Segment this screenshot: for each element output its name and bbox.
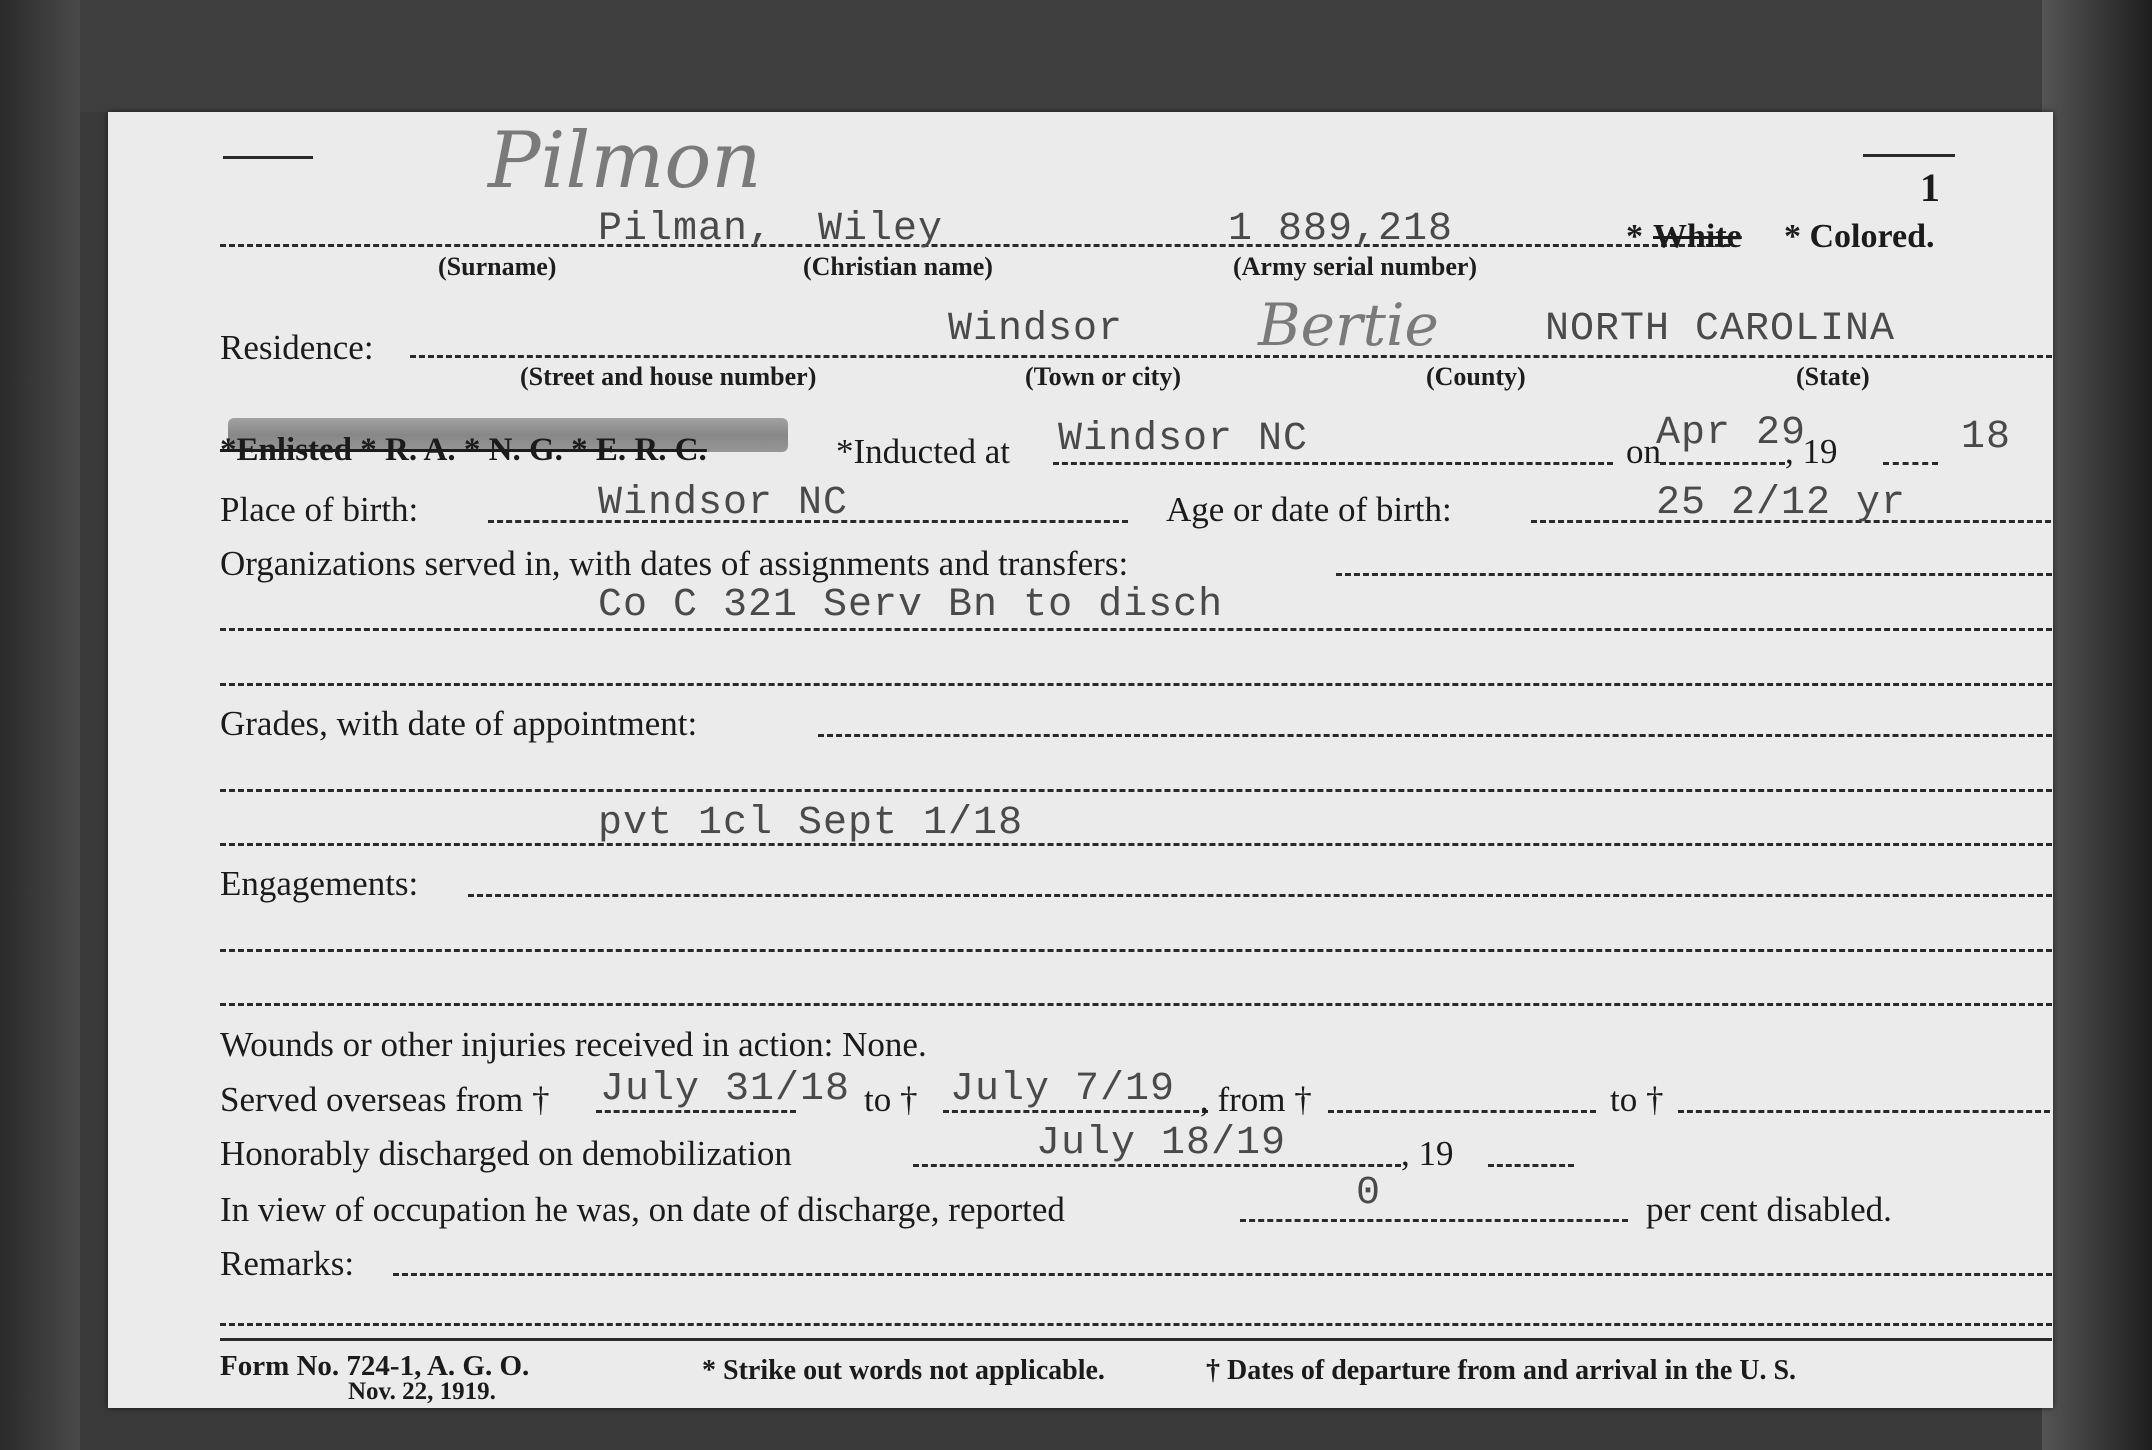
grades-line-2 bbox=[220, 789, 2052, 792]
engagements-line-1 bbox=[468, 894, 2052, 897]
label-christian-name: (Christian name) bbox=[803, 252, 993, 281]
disabled-line bbox=[1240, 1219, 1628, 1222]
overseas-from-value: July 31/18 bbox=[600, 1067, 851, 1112]
residence-label: Residence: bbox=[220, 328, 374, 367]
grades-line-3 bbox=[220, 843, 2052, 846]
induction-date: Apr 29 bbox=[1656, 411, 1807, 456]
engagements-line-2 bbox=[220, 949, 2052, 952]
discharge-value: July 18/19 bbox=[1036, 1121, 1287, 1166]
induction-date-line bbox=[1660, 462, 1785, 465]
residence-town: Windsor bbox=[948, 307, 1124, 352]
age-label: Age or date of birth: bbox=[1166, 490, 1452, 529]
induction-year: 18 bbox=[1961, 415, 2012, 460]
label-street: (Street and house number) bbox=[520, 362, 817, 391]
overseas-label: Served overseas from † bbox=[220, 1080, 550, 1119]
inducted-label: *Inducted at bbox=[836, 432, 1010, 471]
background-top bbox=[0, 0, 2152, 112]
disabled-label: In view of occupation he was, on date of discharge, reported bbox=[220, 1190, 1065, 1229]
christian-name-value: Wiley bbox=[818, 207, 944, 252]
organizations-line-3 bbox=[220, 683, 2052, 686]
label-state: (State) bbox=[1796, 362, 1870, 391]
residence-state: NORTH CAROLINA bbox=[1545, 307, 1896, 352]
grades-label: Grades, with date of appointment: bbox=[220, 704, 698, 743]
inducted-line bbox=[1053, 462, 1613, 465]
bottom-rule bbox=[220, 1338, 2052, 1341]
remarks-line-2 bbox=[220, 1323, 2052, 1326]
top-right-rule bbox=[1863, 154, 1955, 157]
organizations-label: Organizations served in, with dates of assignments and transfers: bbox=[220, 544, 1129, 583]
overseas-to2-label: to † bbox=[1610, 1080, 1664, 1119]
overseas-to-label: to † bbox=[864, 1080, 918, 1119]
footnote-dates: † Dates of departure from and arrival in the U. S. bbox=[1206, 1355, 1797, 1386]
overseas-to-value: July 7/19 bbox=[950, 1067, 1176, 1112]
birth-place-value: Windsor NC bbox=[598, 481, 849, 526]
serial-number-value: 1 889,218 bbox=[1228, 207, 1454, 252]
engagements-label: Engagements: bbox=[220, 864, 419, 903]
race-colored: * Colored. bbox=[1784, 218, 1935, 255]
enlisted-options: *Enlisted * R. A. * N. G. * E. R. C. bbox=[220, 432, 707, 468]
grades-value: pvt 1cl Sept 1/18 bbox=[598, 801, 1024, 846]
background-left bbox=[0, 0, 80, 1450]
disabled-suffix: per cent disabled. bbox=[1646, 1190, 1892, 1229]
discharge-year-prefix: , 19 bbox=[1401, 1134, 1454, 1173]
year-prefix: , 19 bbox=[1785, 432, 1838, 471]
race-white: White bbox=[1653, 218, 1742, 255]
overseas-to2-line bbox=[1678, 1110, 2050, 1113]
birth-place-label: Place of birth: bbox=[220, 490, 419, 529]
label-county: (County) bbox=[1426, 362, 1526, 391]
surname-value: Pilman, bbox=[598, 207, 774, 252]
service-record-card bbox=[108, 112, 2053, 1408]
organizations-value: Co C 321 Serv Bn to disch bbox=[598, 583, 1224, 628]
remarks-line-1 bbox=[393, 1273, 2052, 1276]
handwritten-name: Pilmon bbox=[488, 116, 762, 206]
label-serial-number: (Army serial number) bbox=[1233, 252, 1478, 281]
residence-line bbox=[410, 355, 2052, 358]
form-number: Form No. 724-1, A. G. O. bbox=[220, 1350, 530, 1382]
disabled-value: 0 bbox=[1356, 1171, 1382, 1216]
remarks-label: Remarks: bbox=[220, 1244, 355, 1283]
inducted-value: Windsor NC bbox=[1058, 417, 1309, 462]
discharge-label: Honorably discharged on demobilization bbox=[220, 1134, 792, 1173]
engagements-line-3 bbox=[220, 1003, 2052, 1006]
form-date: Nov. 22, 1919. bbox=[348, 1378, 496, 1405]
residence-county: Bertie bbox=[1258, 291, 1439, 359]
race-star: * bbox=[1626, 218, 1643, 255]
discharge-year-line bbox=[1488, 1164, 1574, 1167]
label-surname: (Surname) bbox=[438, 252, 557, 281]
label-town: (Town or city) bbox=[1025, 362, 1181, 391]
age-value: 25 2/12 yr bbox=[1656, 481, 1907, 526]
year-line bbox=[1883, 462, 1938, 465]
name-line bbox=[220, 244, 1730, 247]
overseas-from2-label: , from † bbox=[1200, 1080, 1312, 1119]
wounds-text: Wounds or other injuries received in action: None. bbox=[220, 1025, 927, 1064]
grades-line-1 bbox=[818, 734, 2052, 737]
organizations-line-2 bbox=[220, 628, 2052, 631]
footnote-strike: * Strike out words not applicable. bbox=[702, 1355, 1105, 1386]
organizations-line-1 bbox=[1336, 573, 2052, 576]
corner-number: 1 bbox=[1920, 165, 1940, 210]
top-left-rule bbox=[223, 156, 313, 159]
on-label: on bbox=[1626, 432, 1661, 471]
overseas-from2-line bbox=[1328, 1110, 1596, 1113]
background-right bbox=[2042, 0, 2152, 1450]
